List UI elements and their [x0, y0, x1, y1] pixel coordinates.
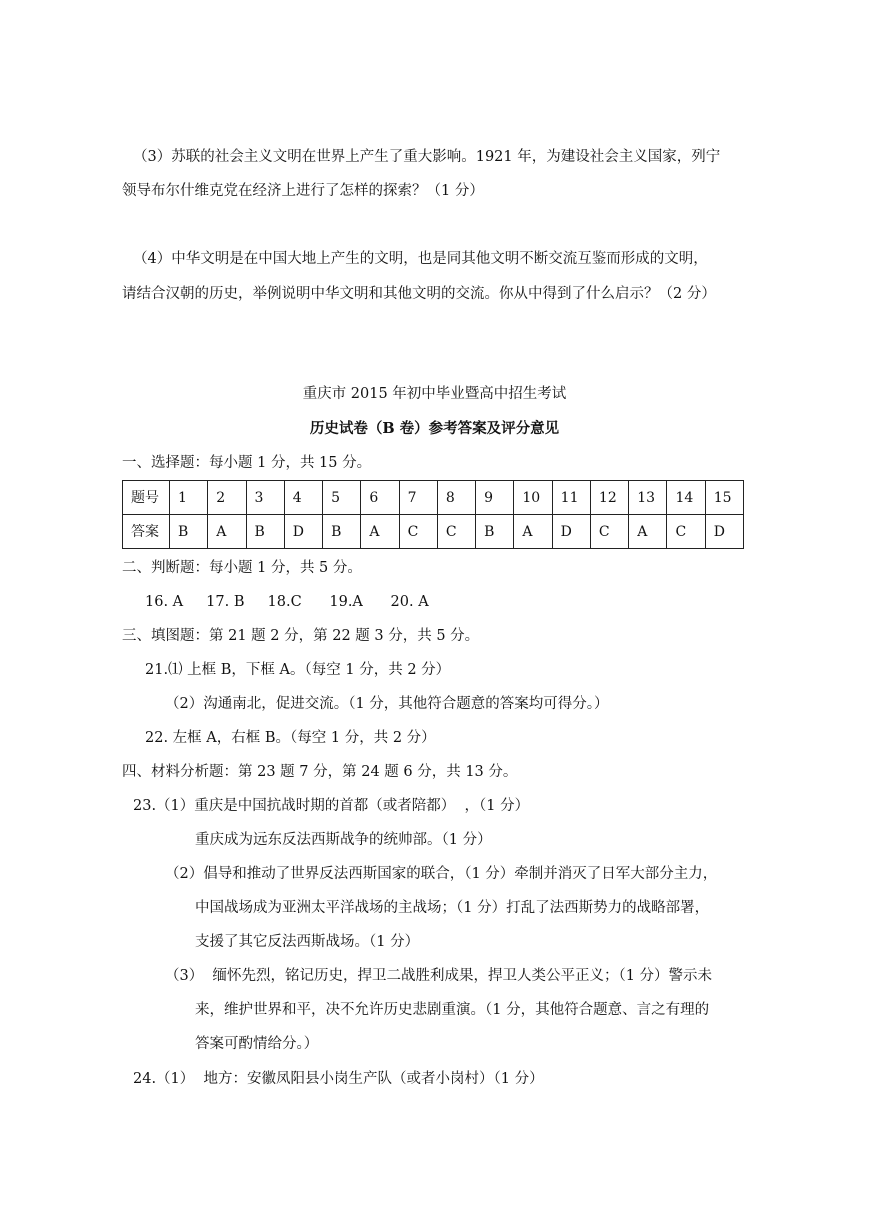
table-row-numbers — [123, 481, 744, 515]
table-cell-number: 7 — [399, 481, 437, 515]
answer-23-part-3-line-1: （3） 缅怀先烈，铭记历史，捍卫二战胜利成果，捍卫人类公平正义；（1 分）警示未 — [165, 968, 713, 984]
table-cell-number: 13 — [629, 481, 667, 515]
answer-24-part-1: 24.（1） 地方：安徽凤阳县小岗生产队（或者小岗村）（1 分） — [133, 1071, 544, 1087]
table-cell-answer: B — [323, 515, 361, 549]
table-cell-number: 4 — [284, 481, 322, 515]
exam-title: 重庆市 2015 年初中毕业暨高中招生考试 — [302, 386, 567, 402]
table-row-answers — [123, 515, 744, 549]
table-cell-number: 10 — [514, 481, 552, 515]
table-header-number: 题号 — [123, 481, 170, 515]
answer-23-part-2-line-2: 中国战场成为亚洲太平洋战场的主战场；（1 分）打乱了法西斯势力的战略部署， — [195, 900, 710, 916]
answer-23-part-2-line-1: （2）倡导和推动了世界反法西斯国家的联合，（1 分）牵制并消灭了日军大部分主力， — [165, 866, 718, 882]
table-cell-number: 3 — [246, 481, 284, 515]
table-cell-answer: B — [476, 515, 514, 549]
table-cell-number: 11 — [552, 481, 590, 515]
table-cell-answer: C — [399, 515, 437, 549]
table-cell-answer: A — [208, 515, 246, 549]
section-3-heading: 三、填图题：第 21 题 2 分，第 22 题 3 分，共 5 分。 — [122, 628, 480, 644]
table-cell-number: 15 — [705, 481, 743, 515]
table-cell-answer: A — [514, 515, 552, 549]
answer-23-part-1-line-1: 23.（1）重庆是中国抗战时期的首都（或者陪都） ，（1 分） — [133, 798, 530, 814]
table-cell-number: 8 — [437, 481, 475, 515]
answer-22: 22. 左框 A，右框 B。（每空 1 分，共 2 分） — [145, 730, 436, 746]
answer-23-part-3-line-2: 来，维护世界和平，决不允许历史悲剧重演。（1 分，其他符合题意、言之有理的 — [195, 1002, 710, 1018]
question-3-line-2: 领导布尔什维克党在经济上进行了怎样的探索？（1 分） — [122, 183, 484, 199]
table-cell-number: 6 — [361, 481, 399, 515]
table-cell-answer: C — [667, 515, 705, 549]
table-cell-answer: A — [361, 515, 399, 549]
table-cell-answer: C — [437, 515, 475, 549]
table-cell-answer: C — [590, 515, 628, 549]
table-cell-answer: B — [246, 515, 284, 549]
section-2-heading: 二、判断题：每小题 1 分，共 5 分。 — [122, 560, 362, 576]
table-cell-number: 1 — [170, 481, 208, 515]
table-cell-number: 2 — [208, 481, 246, 515]
answer-key-title: 历史试卷（B 卷）参考答案及评分意见 — [309, 420, 560, 437]
question-4-line-2: 请结合汉朝的历史，举例说明中华文明和其他文明的交流。你从中得到了什么启示？（2 分） — [122, 286, 716, 302]
table-cell-answer: D — [284, 515, 322, 549]
answer-21-part-1: 21.⑴ 上框 B，下框 A。（每空 1 分，共 2 分） — [145, 662, 451, 678]
answer-23-part-2-line-3: 支援了其它反法西斯战场。（1 分） — [195, 934, 420, 950]
answer-21-part-2: （2）沟通南北，促进交流。（1 分，其他符合题意的答案均可得分。） — [165, 696, 609, 712]
table-cell-answer: B — [170, 515, 208, 549]
question-4-line-1: （4）中华文明是在中国大地上产生的文明，也是同其他文明不断交流互鉴而形成的文明， — [133, 251, 708, 267]
answer-23-part-1-line-2: 重庆成为远东反法西斯战争的统帅部。（1 分） — [195, 832, 492, 848]
section-4-heading: 四、材料分析题：第 23 题 7 分，第 24 题 6 分，共 13 分。 — [122, 764, 518, 780]
table-header-answer: 答案 — [123, 515, 170, 549]
table-cell-number: 5 — [323, 481, 361, 515]
table-cell-number: 12 — [590, 481, 628, 515]
section-1-heading: 一、选择题：每小题 1 分，共 15 分。 — [122, 455, 372, 471]
section-2-answers: 16. A 17. B 18.C 19.A 20. A — [145, 594, 429, 610]
table-cell-number: 9 — [476, 481, 514, 515]
table-cell-number: 14 — [667, 481, 705, 515]
answer-table — [122, 480, 744, 549]
table-cell-answer: D — [705, 515, 743, 549]
table-cell-answer: D — [552, 515, 590, 549]
question-3-line-1: （3）苏联的社会主义文明在世界上产生了重大影响。1921 年，为建设社会主义国家，列宁 — [133, 149, 721, 165]
table-cell-answer: A — [629, 515, 667, 549]
answer-23-part-3-line-3: 答案可酌情给分。） — [195, 1036, 319, 1052]
